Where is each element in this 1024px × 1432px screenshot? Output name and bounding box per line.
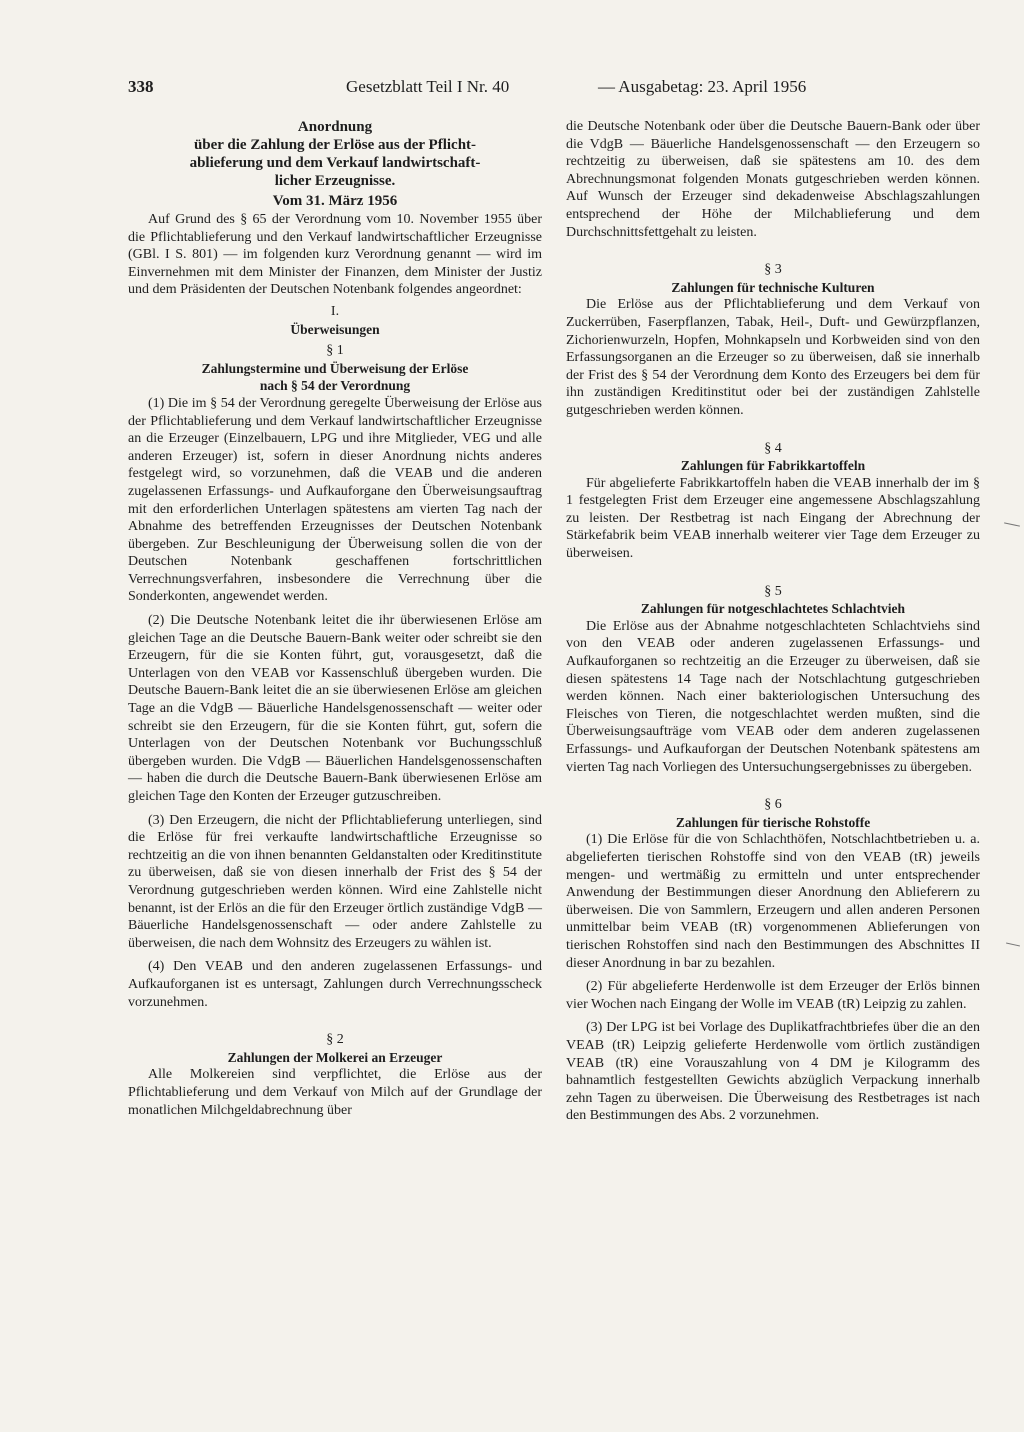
issue-date: — Ausgabetag: 23. April 1956 bbox=[598, 77, 807, 96]
title-line: licher Erzeugnisse. bbox=[274, 173, 396, 189]
page-number: 338 bbox=[128, 77, 154, 96]
part-number: I. bbox=[330, 303, 340, 319]
section-2-text-continued: die Deutsche Notenbank oder über die Deutsche Bauern-Bank oder über die VdgB — Bäuerliche Handelsgenossenschaft — den Erzeugern so rechtzeitig zu überweisen, daß sie spätestens am 10. des dem Abrechnungsmonat folgenden Monats gutgeschrieben werden können. Auf Wunsch der Erzeuger sind dekadenweise Abschlagszahlungen entsprechend der Höhe der Milchablieferung und dem Durchschnittsfettgehalt zu leisten. bbox=[566, 119, 980, 240]
section-3-text: Die Erlöse aus der Pflichtablieferung und dem Verkauf von Zuckerrüben, Faserpflanzen, Tabak, Heil-, Duft- und Gewürzpflanzen, Zichorienwurzeln, Hopfen, Mohnkapseln und Korbweiden sind von den Erfassungsorganen an die Erzeuger so zu überweisen, daß sie innerhalb der Frist des § 54 der Verordnung dem Konto des Erzeugers bei dem für ihn zuständigen Kreditinstitut oder bei der zuständigen Zahlstelle gutgeschrieben werden können. bbox=[566, 297, 980, 418]
publication-title: Gesetzblatt Teil I Nr. 40 bbox=[346, 77, 510, 96]
section-1-paragraph-1: (1) Die im § 54 der Verordnung geregelte Überweisung der Erlöse aus der Pflichtablieferung und dem Verkauf landwirtschaftlicher Erzeugnisse an die Erzeuger (Einzelbauern, LPG und ihre Mitglieder, VEG und alle anderen Erzeuger) ist, sofern in dieser Anordnung nichts anderes festgelegt wird, so vorzunehmen, daß die VEAB und die anderen zugelassenen Erfassungs- und Aufkauforgane den Überweisungsauftrag mit den erforderlichen Unterlagen spätestens am vierten Tag nach der Abnahme des betreffenden Erzeugnisses der Deutschen Notenbank übergeben. Zur Beschleunigung der Überweisung sollen die von der Deutschen Notenbank geschaffenen fortschrittlichen Verrechnungsverfahren, insbesondere die Verrechnung über die Sonderkonten, angewendet werden. bbox=[128, 395, 542, 605]
section-5-heading: Zahlungen für notgeschlachtetes Schlachtvieh bbox=[640, 601, 906, 617]
title-line: Anordnung bbox=[297, 119, 373, 135]
section-6-paragraph-1: (1) Die Erlöse für die von Schlachthöfen, Notschlachtbetrieben u. a. abgelieferten tierischen Rohstoffe sind von den VEAB (tR) jeweils mengen- und wertmäßig zu ermitteln und unter entsprechender Anwendung der Bestimmungen dieser Anordnung den Ablieferern zu überweisen. Die von Sammlern, Erzeugern und allen anderen Personen unmittelbar beim VEAB (tR) vorgenommenen Ablieferungen von tierischen Rohstoffen sind nach den Bestimmungen des Abschnittes II dieser Anordnung in bar zu bezahlen. bbox=[566, 832, 980, 971]
section-6-paragraph-3: (3) Der LPG ist bei Vorlage des Duplikatfrachtbriefes über die an den VEAB (tR) Leipzig gelieferte Herdenwolle vom örtlich zuständigen VEAB (tR) eine Vorauszahlung von 4 DM je Kilogramm des bahnamtlich festgestellten Gewichts abzüglich Verpackung innerhalb zehn Tagen zu überweisen. Die Überweisung des Restbetrages ist nach den Bestimmungen des Abs. 2 vorzunehmen. bbox=[566, 1020, 980, 1124]
left-column bbox=[128, 118, 542, 1119]
document-date: Vom 31. März 1956 bbox=[272, 193, 398, 209]
section-3-number: § 3 bbox=[764, 262, 782, 278]
part-title: Überweisungen bbox=[290, 321, 380, 337]
title-line: über die Zahlung der Erlöse aus der Pflicht- bbox=[193, 137, 477, 153]
section-6-number: § 6 bbox=[764, 797, 782, 813]
margin-mark bbox=[1006, 943, 1020, 947]
section-1-heading bbox=[128, 360, 542, 395]
right-column bbox=[566, 118, 980, 1125]
section-3-heading: Zahlungen für technische Kulturen bbox=[671, 279, 875, 295]
section-2-heading: Zahlungen der Molkerei an Erzeuger bbox=[227, 1049, 443, 1065]
section-1-paragraph-4: (4) Den VEAB und den anderen zugelassenen Erfassungs- und Aufkauforganen ist es untersagt, Zahlungen durch Verrechnungsscheck vorzunehmen. bbox=[128, 959, 542, 1010]
section-5-number: § 5 bbox=[764, 583, 782, 599]
title-line: ablieferung und dem Verkauf landwirtschaft- bbox=[189, 155, 481, 171]
section-2-number: § 2 bbox=[326, 1032, 344, 1048]
margin-mark bbox=[1004, 522, 1020, 526]
preamble-paragraph: Auf Grund des § 65 der Verordnung vom 10. November 1955 über die Pflichtablieferung und den Verkauf landwirtschaftlicher Erzeugnisse (GBl. I S. 801) — im folgenden kurz Verordnung genannt — wird im Einvernehmen mit dem Minister der Finanzen, dem Minister der Justiz und dem Präsidenten der Deutschen Notenbank folgendes angeordnet: bbox=[128, 212, 542, 298]
document-title bbox=[128, 118, 542, 190]
section-1-number: § 1 bbox=[326, 343, 344, 359]
heading-line: nach § 54 der Verordnung bbox=[259, 378, 411, 394]
section-4-text: Für abgelieferte Fabrikkartoffeln haben die VEAB innerhalb der im § 1 festgelegten Frist dem Erzeuger eine angemessene Abschlagszahlung zu leisten. Der Restbetrag ist nach Eingang der Abrechnung der Stärkefabrik beim VEAB innerhalb weiterer vier Tage dem Erzeuger zu überweisen. bbox=[566, 475, 980, 562]
section-1-paragraph-3: (3) Den Erzeugern, die nicht der Pflichtablieferung unterliegen, sind die Erlöse für frei verkaufte landwirtschaftliche Erzeugnisse so rechtzeitig an die von ihnen benannten Geldanstalten oder Kreditinstitute zu überweisen, daß sie von diesen innerhalb der Frist des § 54 der Verordnung gutgeschrieben werden können. Wird eine Zahlstelle nicht benannt, ist der Erlös an die für den Erzeuger örtlich zuständige VdgB — Bäuerliche Handelsgenossenschaft — oder andere Zahlstelle zu überweisen, die nach dem Wohnsitz des Erzeugers zu wählen ist. bbox=[128, 812, 542, 951]
section-2-text-start: Alle Molkereien sind verpflichtet, die Erlöse aus der Pflichtablieferung und dem Verkauf von Milch auf der Grundlage der monatlichen Milchgeldabrechnung über bbox=[128, 1067, 542, 1118]
heading-line: Zahlungstermine und Überweisung der Erlöse bbox=[201, 360, 469, 376]
section-1-paragraph-2: (2) Die Deutsche Notenbank leitet die ihr überwiesenen Erlöse am gleichen Tage an die Deutsche Bauern-Bank weiter oder schreibt sie den Erzeugern, für die sie Konten führt, gut, vorausgesetzt, daß die Unterlagen von den VEAB vor Kassenschluß übergeben wurden. Die Deutsche Bauern-Bank leitet die an sie überwiesenen Erlöse am gleichen Tage an die VdgB — Bäuerliche Handelsgenossenschaft — weiter oder schreibt sie den Erzeugern, für die sie Konten führt, gut, sofern die Unterlagen von der Deutschen Notenbank vor Buchungsschluß übergeben wurden. Die VdgB — Bäuerlichen Handelsgenossenschaften — haben die durch die Deutsche Bauern-Bank überwiesenen Erlöse am gleichen Tage den Konten der Erzeuger gutzuschreiben. bbox=[128, 613, 542, 804]
section-4-heading: Zahlungen für Fabrikkartoffeln bbox=[680, 458, 866, 474]
section-6-heading: Zahlungen für tierische Rohstoffe bbox=[675, 814, 871, 830]
section-6-paragraph-2: (2) Für abgelieferte Herdenwolle ist dem Erzeuger der Erlös binnen vier Wochen nach Eingang der Wolle im VEAB (tR) Leipzig zu zahlen. bbox=[566, 979, 980, 1012]
section-4-number: § 4 bbox=[764, 440, 782, 456]
section-5-text: Die Erlöse aus der Abnahme notgeschlachteten Schlachtviehs sind von den VEAB oder anderen zugelassenen Erfassungs- und Aufkauforganen so rechtzeitig an die Erzeuger zu überweisen, daß sie diesen spätestens 14 Tage nach der Notschlachtung gutgeschrieben werden können. Nach einer bakteriologischen Untersuchung des Fleisches von Tieren, die notgeschlachtet werden mußten, sind die Überweisungsaufträge vom VEAB oder dem anderen zugelassenen Erfassungs- und Aufkauforgan der Deutschen Notenbank spätestens am vierten Tag nach Vorliegen des Untersuchungsergebnisses zu übergeben. bbox=[566, 618, 980, 775]
